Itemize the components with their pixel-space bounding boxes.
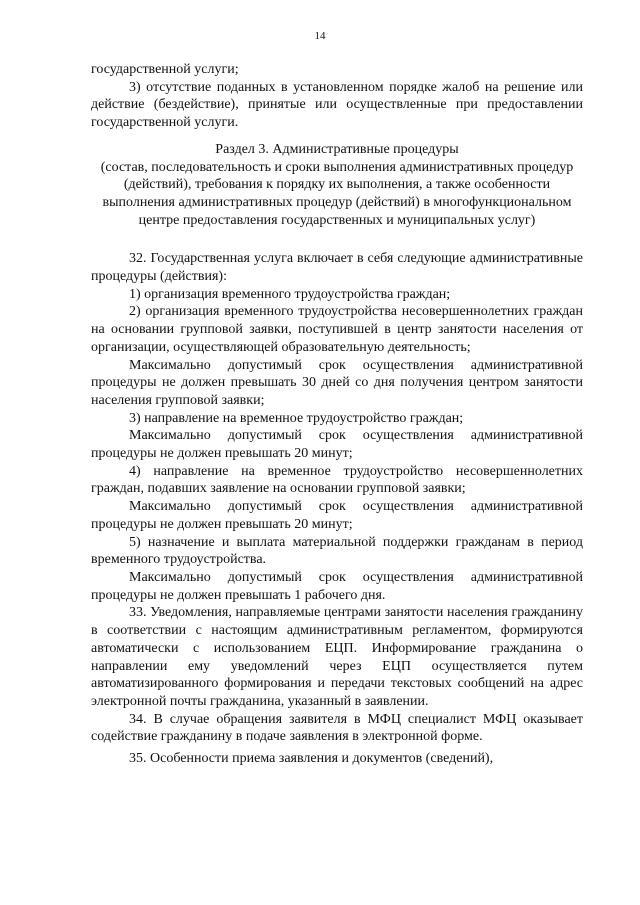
paragraph: Максимально допустимый срок осуществления административной процедуры не должен превышать 1 рабочего дня. — [91, 569, 583, 603]
section-title: Раздел 3. Административные процедуры — [215, 141, 459, 157]
list-item: 1) организация временного трудоустройства граждан; — [129, 286, 451, 302]
paragraph: 35. Особенности приема заявления и документов (сведений), — [129, 751, 494, 767]
section-subtitle: (состав, последовательность и сроки выполнения административных процедур (действий), требования к порядку их выполнения, а также особенности выполнения административных процедур (действий) в многофункциональном центре предоставления государственных и муниципальных услуг) — [100, 159, 574, 228]
paragraph: 32. Государственная услуга включает в себя следующие административные процедуры (действия): — [91, 251, 583, 285]
paragraph: Максимально допустимый срок осуществления административной процедуры не должен превышать 20 минут; — [91, 428, 583, 462]
paragraph: 34. В случае обращения заявителя в МФЦ специалист МФЦ оказывает содействие гражданину в подаче заявления в электронной форме. — [91, 711, 583, 745]
paragraph: 33. Уведомления, направляемые центрами занятости населения гражданину в соответствии с настоящим административным регламентом, формируются автоматически с использованием ЕЦП. Информирование гражданина о направлении ему уведомлений через ЕЦП осуществляется путем автоматизированного формирования и передачи текстовых сообщений на адрес электронной почты гражданина, указанный в заявлении. — [91, 605, 583, 709]
paragraph: Максимально допустимый срок осуществления административной процедуры не должен превышать 20 минут; — [91, 499, 583, 532]
paragraph: 3) отсутствие поданных в установленном порядке жалоб на решение или действие (бездействие), принятые или осуществленные при предоставлении государственной услуги. — [91, 79, 583, 131]
list-item: 2) организация временного трудоустройства несовершеннолетних граждан на основании групповой заявки, поступившей в центр занятости населения от организации, осуществляющей образовательную деятельность; — [91, 304, 583, 355]
page-number: 14 — [314, 30, 326, 42]
paragraph: государственной услуги; — [91, 62, 239, 77]
list-item: 4) направление на временное трудоустройство несовершеннолетних граждан, подавших заявление на основании групповой заявки; — [91, 463, 583, 497]
paragraph: Максимально допустимый срок осуществления административной процедуры не должен превышать 30 дней со дня получения центром занятости населения групповой заявки; — [91, 357, 583, 408]
list-item: 5) назначение и выплата материальной поддержки гражданам в период временного трудоустройства. — [91, 534, 583, 568]
list-item: 3) направление на временное трудоустройство граждан; — [129, 410, 464, 426]
document-body — [91, 61, 583, 768]
